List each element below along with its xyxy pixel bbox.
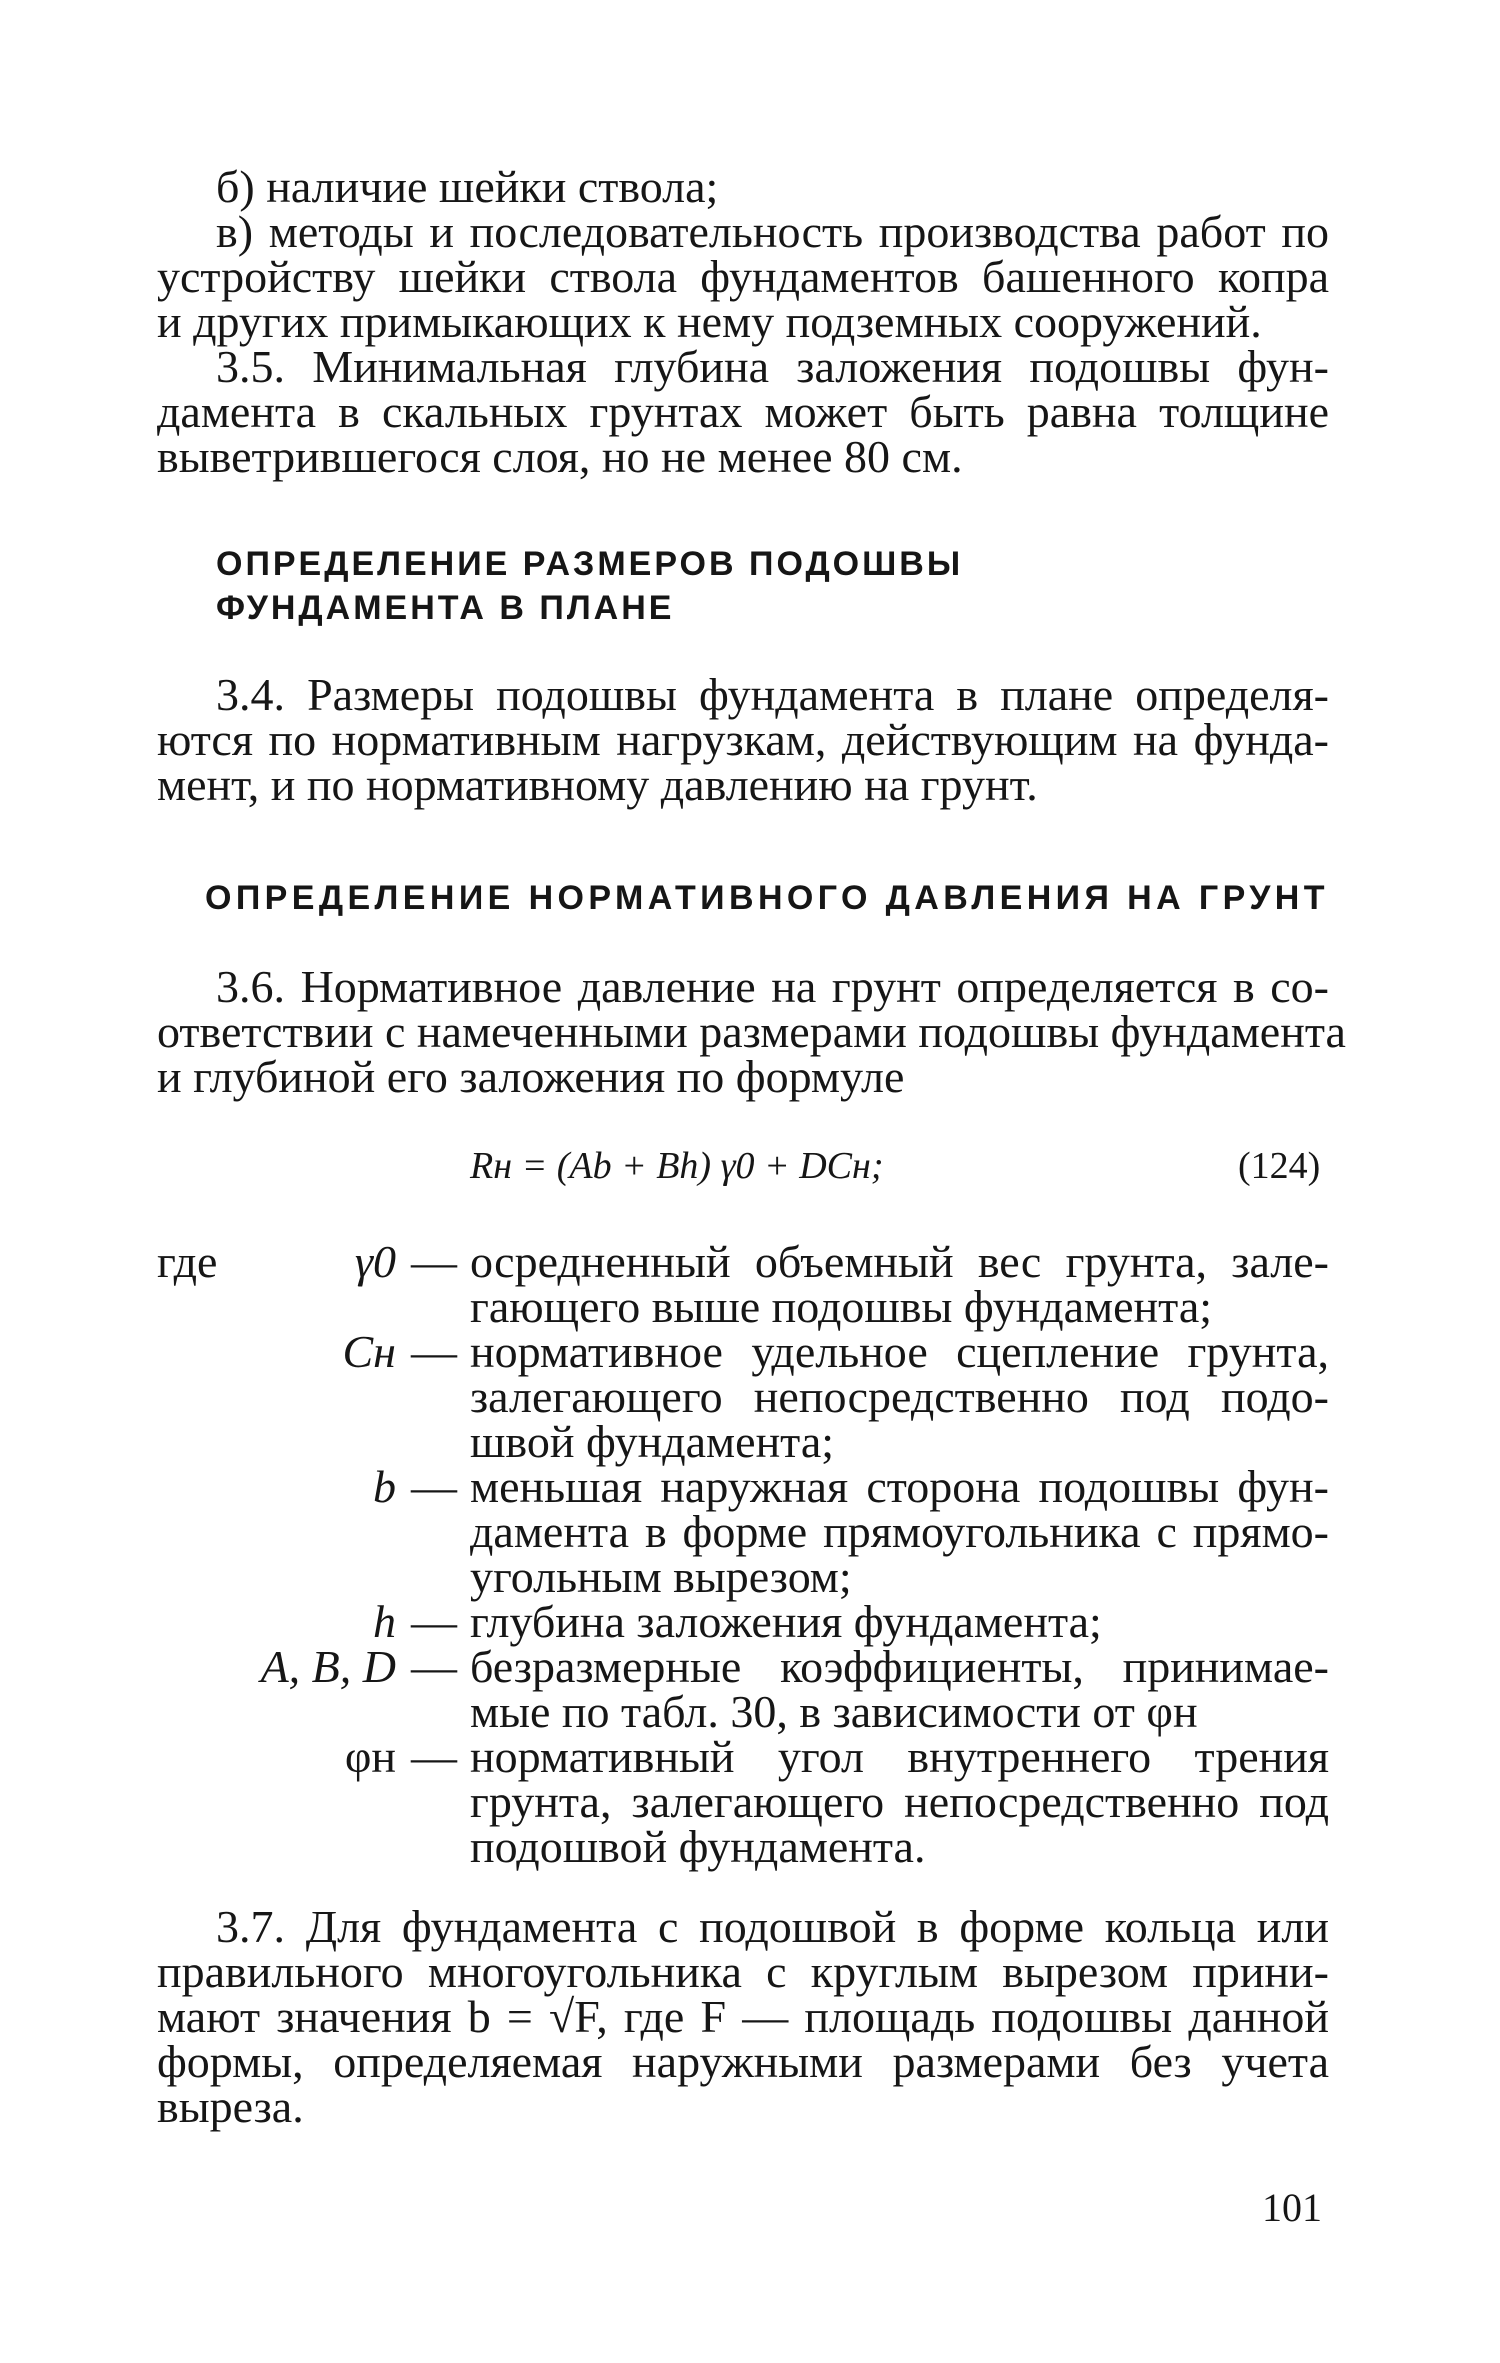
text-line: формы, определяемая наружными размерами без учета [157,2036,1329,2087]
text-line: 3.7. Для фундамента с подошвой в форме кольца или [216,1901,1329,1952]
definition-symbol: A, B, D [260,1641,396,1692]
definition-symbol: Cн [342,1326,396,1377]
text-line: и других примыкающих к нему подземных сооружений. [157,296,1262,347]
definition-symbol: φн [344,1731,396,1782]
text-line: в) методы и последовательность производства работ по [216,206,1329,257]
text-line: мают значения b = √F, где F — площадь подошвы данной [157,1991,1329,2042]
definition-line: меньшая наружная сторона подошвы фун- [470,1461,1329,1512]
definition-line: осредненный объемный вес грунта, зале- [470,1236,1329,1287]
text-line: и глубиной его заложения по формуле [157,1051,905,1102]
text-line: ответствии с намеченными размерами подошвы фундамента [157,1006,1346,1057]
definition-line: безразмерные коэффициенты, принимае- [470,1641,1329,1692]
definition-dash: — [411,1641,457,1692]
text-line: мент, и по нормативному давлению на грунт. [157,759,1038,810]
formula-124: Rн = (Ab + Bh) γ0 + DCн; [470,1145,884,1187]
section-heading-2: ОПРЕДЕЛЕНИЕ НОРМАТИВНОГО ДАВЛЕНИЯ НА ГРУНТ [205,879,1329,917]
definition-line: нормативное удельное сцепление грунта, [470,1326,1329,1377]
heading-line: ОПРЕДЕЛЕНИЕ РАЗМЕРОВ ПОДОШВЫ [216,545,964,583]
text-line: ются по нормативным нагрузкам, действующим на фунда- [157,714,1329,765]
text-line: устройству шейки ствола фундаментов башенного копра [157,251,1329,302]
text-line: правильного многоугольника с круглым вырезом прини- [157,1946,1329,1997]
definition-line: залегающего непосредственно под подо- [470,1371,1329,1422]
definition-line: нормативный угол внутреннего трения [470,1731,1329,1782]
definition-line: угольным вырезом; [470,1551,852,1602]
text-line: выветрившегося слоя, но не менее 80 см. [157,431,963,482]
definition-line: дамента в форме прямоугольника с прямо- [470,1506,1329,1557]
text-line: выреза. [157,2081,304,2132]
page-number: 101 [1262,2185,1322,2230]
definition-line: гающего выше подошвы фундамента; [470,1281,1213,1332]
definition-line: глубина заложения фундамента; [470,1596,1102,1647]
definition-line: мые по табл. 30, в зависимости от φн [470,1686,1198,1737]
definition-line: подошвой фундамента. [470,1821,926,1872]
definition-symbol: γ0 [354,1236,396,1287]
text-line: б) наличие шейки ствола; [216,161,719,212]
definition-dash: — [411,1461,457,1512]
definition-line: грунта, залегающего непосредственно под [470,1776,1329,1827]
definition-line: швой фундамента; [470,1416,835,1467]
definition-dash: — [411,1236,457,1287]
definition-dash: — [411,1326,457,1377]
definition-symbol: h [373,1596,396,1647]
definition-dash: — [411,1731,457,1782]
definition-symbol: b [373,1461,396,1512]
where-label: где [157,1236,218,1287]
equation-number: (124) [1238,1145,1321,1187]
text-line: 3.4. Размеры подошвы фундамента в плане определя- [216,669,1329,720]
text-line: 3.5. Минимальная глубина заложения подошвы фун- [216,341,1329,392]
text-line: дамента в скальных грунтах может быть равна толщине [157,386,1329,437]
heading-line: ФУНДАМЕНТА В ПЛАНЕ [216,589,675,627]
definition-dash: — [411,1596,457,1647]
text-line: 3.6. Нормативное давление на грунт определяется в со- [216,961,1329,1012]
